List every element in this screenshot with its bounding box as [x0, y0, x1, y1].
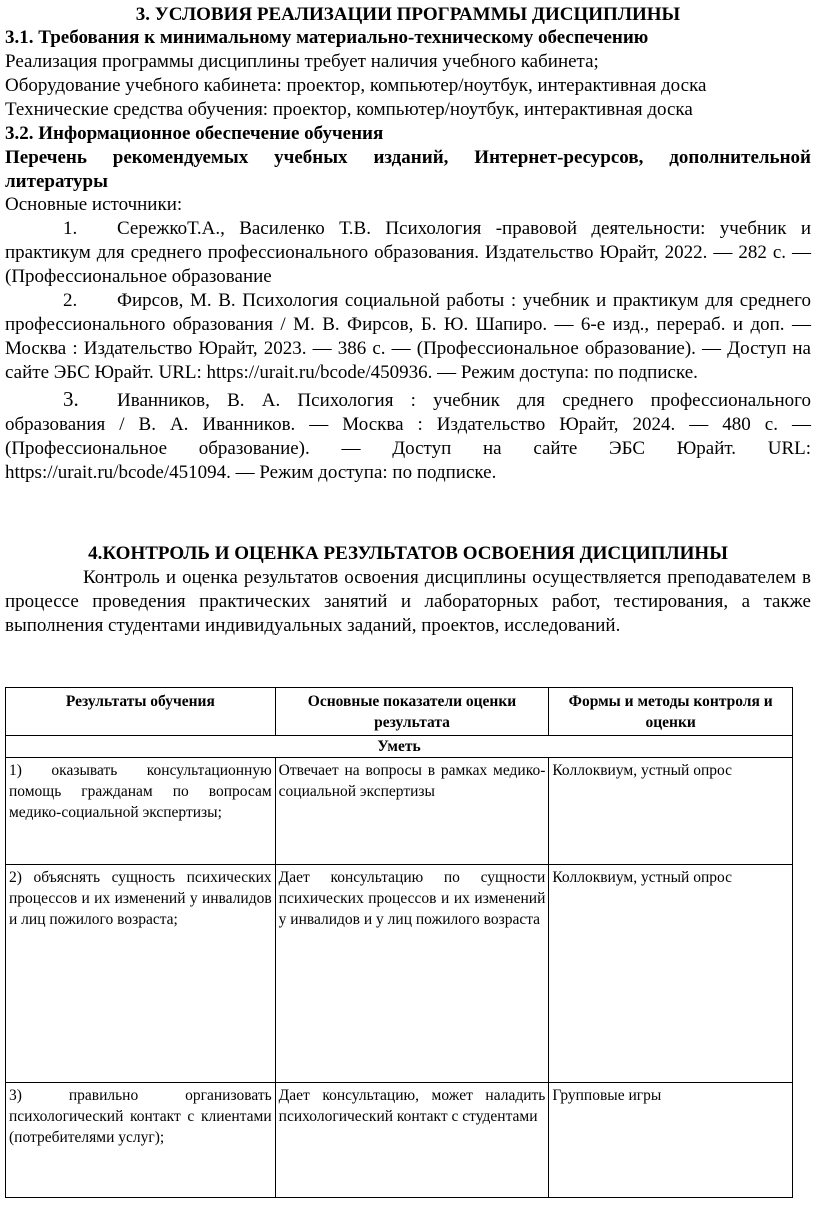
table-row	[6, 865, 793, 1083]
row-method: Коллоквиум, устный опрос	[549, 758, 793, 865]
section3-title: 3. УСЛОВИЯ РЕАЛИЗАЦИИ ПРОГРАММЫ ДИСЦИПЛИНЫ	[135, 4, 681, 25]
table-header-row	[6, 688, 793, 736]
reference-text: Иванников, В. А. Психология : учебник для среднего профессионального образования / В. А. Иванников. — Москва : Издательство Юрайт, 2024. — 480 с. — (Профессиональное образование). — Доступ на сайте ЭБС Юрайт. URL: https://urait.ru/bcode/451094. — Режим доступа: по подписке.	[5, 390, 811, 483]
reference-item-2	[5, 289, 811, 385]
row-result: 1) оказывать консультационную помощь гражданам по вопросам медико-социальной экспертизы;	[6, 758, 276, 865]
table-row	[6, 758, 793, 865]
reference-text: СережкоТ.А., Василенко Т.В. Психология -правовой деятельности: учебник и практикум для среднего профессионального образования. Издательство Юрайт, 2022. — 282 с. — (Профессиональное образование	[5, 218, 811, 287]
requirements-line-3: Технические средства обучения: проектор, компьютер/ноутбук, интерактивная доска	[5, 99, 693, 120]
sources-label: Основные источники:	[5, 194, 183, 215]
reference-item-3	[5, 387, 811, 485]
requirements-line-2: Оборудование учебного кабинета: проектор, компьютер/ноутбук, интерактивная доска	[5, 75, 707, 96]
table-row	[6, 1083, 793, 1198]
header-control-methods: Формы и методы контроля и оценки	[549, 688, 793, 736]
table-group-row	[6, 736, 793, 758]
reference-number: 1.	[63, 218, 78, 239]
reference-number: 3.	[63, 387, 79, 411]
reference-item-1	[5, 217, 811, 289]
row-method: Коллоквиум, устный опрос	[549, 865, 793, 1083]
reference-text: Фирсов, М. В. Психология социальной работы : учебник и практикум для среднего профессионального образования / М. В. Фирсов, Б. Ю. Шапиро. — 6-е изд., перераб. и доп. — Москва : Издательство Юрайт, 2023. — 386 с. — (Профессиональное образование). — Доступ на сайте ЭБС Юрайт. URL: https://urait.ru/bcode/450936. — Режим доступа: по подписке.	[5, 290, 811, 383]
subsection-3-1-title: 3.1. Требования к минимальному материально-техническому обеспечению	[5, 27, 649, 48]
row-result: 3) правильно организовать психологический контакт с клиентами (потребителями услуг);	[6, 1083, 276, 1198]
control-paragraph: Контроль и оценка результатов освоения дисциплины осуществляется преподавателем в процессе проведения практических занятий и лабораторных работ, тестирования, а также выполнения студентами индивидуальных заданий, проектов, исследований.	[5, 567, 811, 636]
assessment-table	[5, 687, 793, 1198]
row-result: 2) объяснять сущность психических процессов и их изменений у инвалидов и лиц пожилого возраста;	[6, 865, 276, 1083]
section4-title: 4.КОНТРОЛЬ И ОЦЕНКА РЕЗУЛЬТАТОВ ОСВОЕНИЯ ДИСЦИПЛИНЫ	[88, 543, 728, 564]
header-learning-results: Результаты обучения	[6, 688, 276, 736]
row-method: Групповые игры	[549, 1083, 793, 1198]
row-indicator: Отвечает на вопросы в рамках медико-социальной экспертизы	[275, 758, 549, 865]
row-indicator: Дает консультацию, может наладить психологический контакт с студентами	[275, 1083, 549, 1198]
subsection-3-2-title: 3.2. Информационное обеспечение обучения	[5, 123, 384, 144]
row-indicator: Дает консультацию по сущности психических процессов и их изменений у инвалидов и у лиц пожилого возраста	[275, 865, 549, 1083]
requirements-line-1: Реализация программы дисциплины требует наличия учебного кабинета;	[5, 51, 599, 72]
header-assessment-indicators: Основные показатели оценки результата	[275, 688, 549, 736]
reference-list	[5, 217, 811, 485]
reference-number: 2.	[63, 290, 78, 311]
recommended-literature-heading: Перечень рекомендуемых учебных изданий, Интернет-ресурсов, дополнительной литературы	[5, 147, 811, 192]
group-label: Уметь	[6, 736, 793, 758]
